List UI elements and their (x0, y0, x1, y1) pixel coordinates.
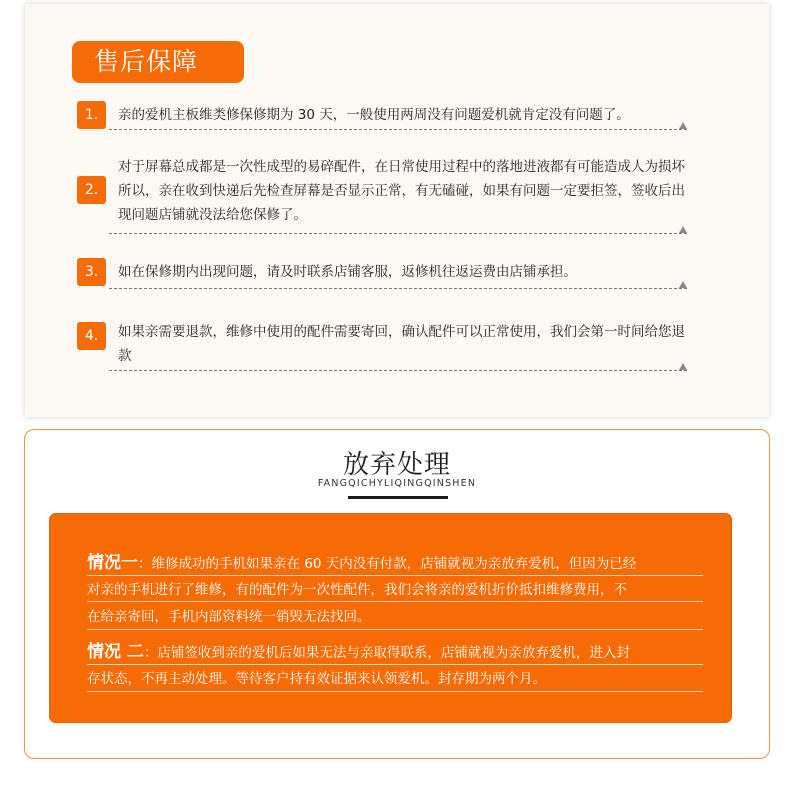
case-1-line-1 (87, 553, 703, 574)
triangle-marker-icon (679, 226, 687, 233)
divider (87, 691, 703, 692)
divider (87, 664, 703, 665)
triangle-marker-icon (679, 281, 687, 288)
abandon-section (24, 429, 770, 759)
case-1-label: 情况一 (87, 553, 138, 573)
divider (109, 288, 687, 289)
divider (109, 233, 687, 234)
warranty-title: 售后保障 (72, 41, 244, 83)
title-underline (348, 496, 448, 499)
abandon-subtitle: FANGQICHYLIQINGQINSHEN (317, 478, 477, 489)
case-1-line-2: 对亲的手机进行了维修，有的配件为一次性配件，我们会将亲的爱机折价抵扣维修费用，不 (87, 582, 627, 598)
warranty-item-2-text: 对于屏幕总成都是一次性成型的易碎配件，在日常使用过程中的落地进液都有可能造成人为损坏所以，亲在收到快递后先检查屏幕是否显示正常，有无磕碰，如果有问题一定要拒签，签收后出现问题店铺就没法给您保修了。 (118, 159, 685, 223)
case-2-text-1: ：店铺签收到亲的爱机后如果无法与亲取得联系，店铺就视为亲放弃爱机，进入封 (143, 645, 630, 661)
case-2-label: 情况 二 (87, 642, 144, 662)
warranty-section (25, 4, 769, 417)
case-1-text-1: ：维修成功的手机如果亲在 60 天内没有付款，店铺就视为亲放弃爱机，但因为已经 (138, 556, 637, 572)
divider (109, 370, 687, 371)
divider (87, 575, 703, 576)
item-number-3: 3. (77, 258, 106, 286)
divider (87, 601, 703, 602)
triangle-marker-icon (679, 122, 687, 129)
warranty-item-4-text: 如果亲需要退款，维修中使用的配件需要寄回，确认配件可以正常使用，我们会第一时间给您退款 (118, 324, 685, 364)
abandon-title: 放弃处理 (342, 450, 451, 480)
triangle-marker-icon (679, 363, 687, 370)
item-number-1: 1. (77, 101, 106, 129)
item-number-4: 4. (77, 322, 106, 350)
divider (109, 129, 687, 130)
case-2-line-2: 存状态，不再主动处理。等待客户持有效证据来认领爱机。封存期为两个月。 (87, 671, 546, 687)
warranty-item-1-text: 亲的爱机主板维类修保修期为 30 天，一般使用两周没有问题爱机就肯定没有问题了。 (118, 107, 630, 123)
case-2-line-1 (87, 642, 703, 663)
abandon-cases-panel (49, 513, 732, 723)
item-number-2: 2. (77, 176, 106, 204)
divider (87, 629, 703, 630)
warranty-item-3-text: 如在保修期内出现问题，请及时联系店铺客服，返修机往返运费由店铺承担。 (118, 264, 577, 280)
case-1-line-3: 在给亲寄回，手机内部资料统一销毁无法找回。 (87, 609, 371, 625)
